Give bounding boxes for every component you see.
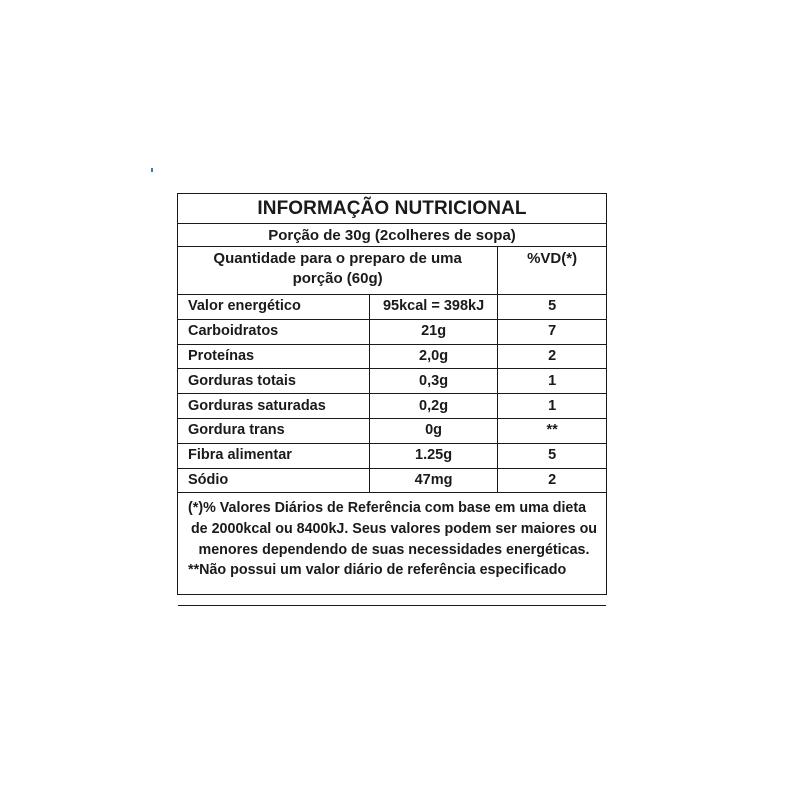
nutrient-name: Fibra alimentar bbox=[178, 443, 369, 468]
nutrition-facts-label bbox=[177, 193, 607, 595]
nutrient-amount: 95kcal = 398kJ bbox=[369, 295, 497, 320]
nutrient-name: Gorduras saturadas bbox=[178, 394, 369, 419]
nutrient-row-saturated-fat bbox=[178, 394, 606, 419]
stray-mark bbox=[151, 168, 153, 172]
footnote-line: (*)% Valores Diários de Referência com base em uma dieta bbox=[188, 500, 587, 517]
nutrient-amount: 0,2g bbox=[369, 394, 497, 419]
nutrient-name: Sódio bbox=[178, 468, 369, 493]
nutrient-name: Carboidratos bbox=[178, 319, 369, 344]
nutrient-amount: 21g bbox=[369, 319, 497, 344]
nutrient-vd: 2 bbox=[498, 468, 606, 493]
nutrient-row-proteins bbox=[178, 344, 606, 369]
nutrient-row-trans-fat bbox=[178, 418, 606, 443]
vd-header: %VD(*) bbox=[498, 247, 606, 295]
nutrient-amount: 2,0g bbox=[369, 344, 497, 369]
nutrient-amount: 0g bbox=[369, 418, 497, 443]
quantity-header-line2: porção (60g) bbox=[292, 270, 383, 287]
nutrient-vd: 5 bbox=[498, 295, 606, 320]
label-title: INFORMAÇÃO NUTRICIONAL bbox=[178, 194, 606, 224]
nutrient-vd: 5 bbox=[498, 443, 606, 468]
nutrient-amount: 1.25g bbox=[369, 443, 497, 468]
nutrient-vd: 7 bbox=[498, 319, 606, 344]
serving-size: Porção de 30g (2colheres de sopa) bbox=[178, 224, 606, 247]
nutrient-vd: 1 bbox=[498, 369, 606, 394]
nutrient-row-dietary-fiber bbox=[178, 443, 606, 468]
nutrient-vd: ** bbox=[498, 418, 606, 443]
footnote-line: de 2000kcal ou 8400kJ. Seus valores podem ser maiores ou bbox=[190, 520, 598, 537]
footnote-line: **Não possui um valor diário de referência especificado bbox=[188, 562, 567, 579]
quantity-header bbox=[178, 247, 498, 295]
nutrient-name: Gordura trans bbox=[178, 418, 369, 443]
footnote-line: menores dependendo de suas necessidades energéticas. bbox=[198, 541, 590, 558]
nutrient-row-carbohydrates bbox=[178, 319, 606, 344]
nutrient-row-sodium bbox=[178, 468, 606, 493]
nutrient-vd: 2 bbox=[498, 344, 606, 369]
nutrition-table bbox=[178, 194, 606, 606]
nutrient-amount: 0,3g bbox=[369, 369, 497, 394]
nutrient-vd: 1 bbox=[498, 394, 606, 419]
nutrient-name: Proteínas bbox=[178, 344, 369, 369]
quantity-header-line1: Quantidade para o preparo de uma bbox=[213, 250, 462, 267]
nutrient-row-total-fat bbox=[178, 369, 606, 394]
nutrient-amount: 47mg bbox=[369, 468, 497, 493]
nutrient-name: Gorduras totais bbox=[178, 369, 369, 394]
footnote bbox=[178, 493, 606, 606]
nutrient-name: Valor energético bbox=[178, 295, 369, 320]
nutrient-row-energy bbox=[178, 295, 606, 320]
